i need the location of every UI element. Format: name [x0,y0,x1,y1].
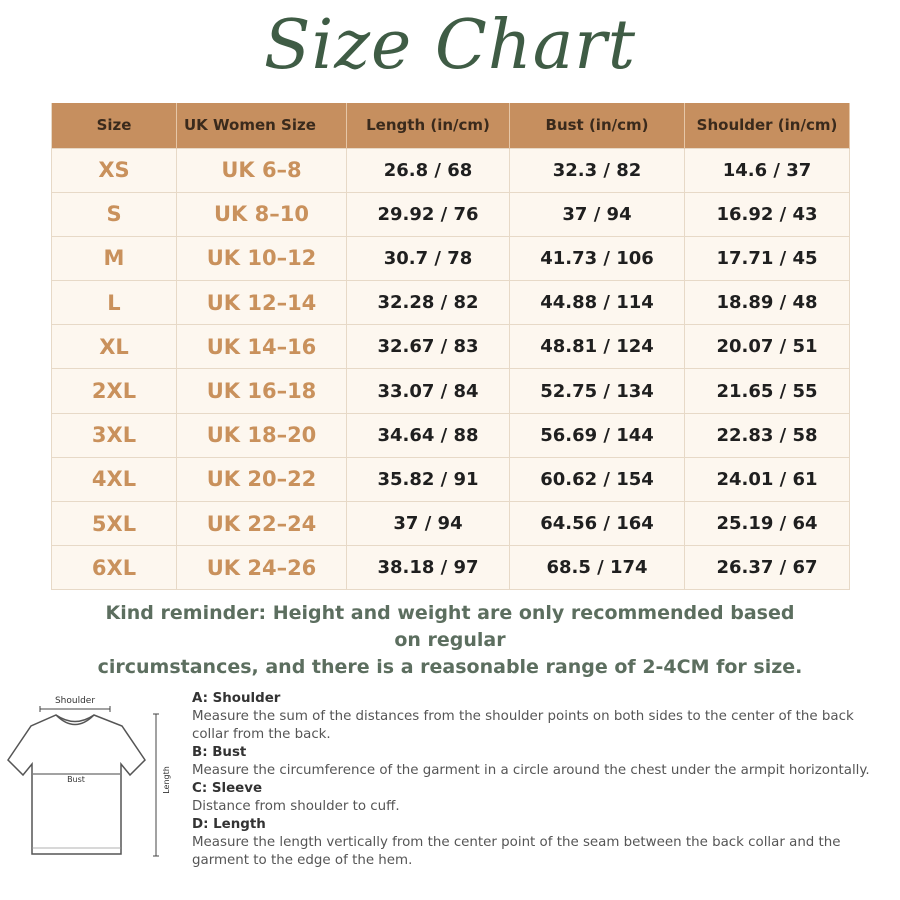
cell-size: 3XL [52,413,177,457]
header-length: Length (in/cm) [347,103,510,148]
cell-length: 32.28 / 82 [347,281,510,325]
cell-length: 32.67 / 83 [347,325,510,369]
cell-shoulder: 21.65 / 55 [685,369,850,413]
cell-bust: 64.56 / 164 [510,502,685,546]
table-row [52,502,850,546]
cell-uk-size: UK 10–12 [177,236,347,280]
cell-shoulder: 16.92 / 43 [685,192,850,236]
cell-bust: 60.62 / 154 [510,457,685,501]
cell-shoulder: 20.07 / 51 [685,325,850,369]
cell-shoulder: 26.37 / 67 [685,546,850,590]
cell-shoulder: 18.89 / 48 [685,281,850,325]
cell-shoulder: 25.19 / 64 [685,502,850,546]
measurement-heading: A: Shoulder [192,691,281,706]
cell-uk-size: UK 24–26 [177,546,347,590]
table-row [52,546,850,590]
table-row [52,369,850,413]
cell-size: XS [52,148,177,192]
measurement-heading: D: Length [192,817,266,832]
cell-bust: 32.3 / 82 [510,148,685,192]
cell-length: 34.64 / 88 [347,413,510,457]
cell-length: 29.92 / 76 [347,192,510,236]
cell-bust: 68.5 / 174 [510,546,685,590]
cell-uk-size: UK 6–8 [177,148,347,192]
shirt-outline [8,715,145,854]
cell-length: 38.18 / 97 [347,546,510,590]
shoulder-label: Shoulder [54,696,96,706]
table-row [52,148,850,192]
cell-uk-size: UK 8–10 [177,192,347,236]
cell-size: 5XL [52,502,177,546]
header-bust: Bust (in/cm) [510,103,685,148]
cell-size: XL [52,325,177,369]
cell-uk-size: UK 20–22 [177,457,347,501]
cell-bust: 48.81 / 124 [510,325,685,369]
cell-bust: 56.69 / 144 [510,413,685,457]
table-row [52,325,850,369]
page-title: Size Chart [263,6,637,85]
table-row [52,281,850,325]
measurement-guide [192,690,892,870]
measurement-description: Measure the length vertically from the center point of the seam between the back collar and the garment to the edge of the hem. [192,835,841,868]
cell-uk-size: UK 16–18 [177,369,347,413]
cell-shoulder: 14.6 / 37 [685,148,850,192]
measurement-description: Measure the sum of the distances from the shoulder points on both sides to the center of the back collar from the back. [192,709,854,742]
kind-reminder [90,600,810,681]
measurement-heading: C: Sleeve [192,781,263,796]
measurement-description: Measure the circumference of the garment in a circle around the chest under the armpit horizontally. [192,763,870,778]
cell-bust: 37 / 94 [510,192,685,236]
cell-size: 6XL [52,546,177,590]
length-label: Length [162,766,171,794]
t-shirt-icon [0,688,185,868]
cell-length: 37 / 94 [347,502,510,546]
measurement-description: Distance from shoulder to cuff. [192,799,400,814]
reminder-line-1: Kind reminder: Height and weight are only recommended based on regular [105,602,795,651]
cell-length: 35.82 / 91 [347,457,510,501]
cell-length: 30.7 / 78 [347,236,510,280]
cell-size: 4XL [52,457,177,501]
cell-uk-size: UK 18–20 [177,413,347,457]
cell-length: 26.8 / 68 [347,148,510,192]
table-header-row [52,103,850,148]
cell-shoulder: 24.01 / 61 [685,457,850,501]
cell-uk-size: UK 22–24 [177,502,347,546]
cell-bust: 44.88 / 114 [510,281,685,325]
table-row [52,457,850,501]
table-body [52,148,850,590]
cell-length: 33.07 / 84 [347,369,510,413]
cell-shoulder: 22.83 / 58 [685,413,850,457]
cell-size: S [52,192,177,236]
cell-bust: 41.73 / 106 [510,236,685,280]
measurement-heading: B: Bust [192,745,247,760]
table-row [52,192,850,236]
cell-size: 2XL [52,369,177,413]
table-row [52,236,850,280]
header-size: Size [52,103,177,148]
header-uk-women-size: UK Women Size [177,103,347,148]
cell-uk-size: UK 14–16 [177,325,347,369]
table-row [52,413,850,457]
header-shoulder: Shoulder (in/cm) [685,103,850,148]
cell-uk-size: UK 12–14 [177,281,347,325]
reminder-line-2: circumstances, and there is a reasonable range of 2-4CM for size. [97,656,803,678]
cell-size: M [52,236,177,280]
cell-bust: 52.75 / 134 [510,369,685,413]
bust-label: Bust [67,775,85,784]
size-table [51,103,850,590]
cell-size: L [52,281,177,325]
cell-shoulder: 17.71 / 45 [685,236,850,280]
